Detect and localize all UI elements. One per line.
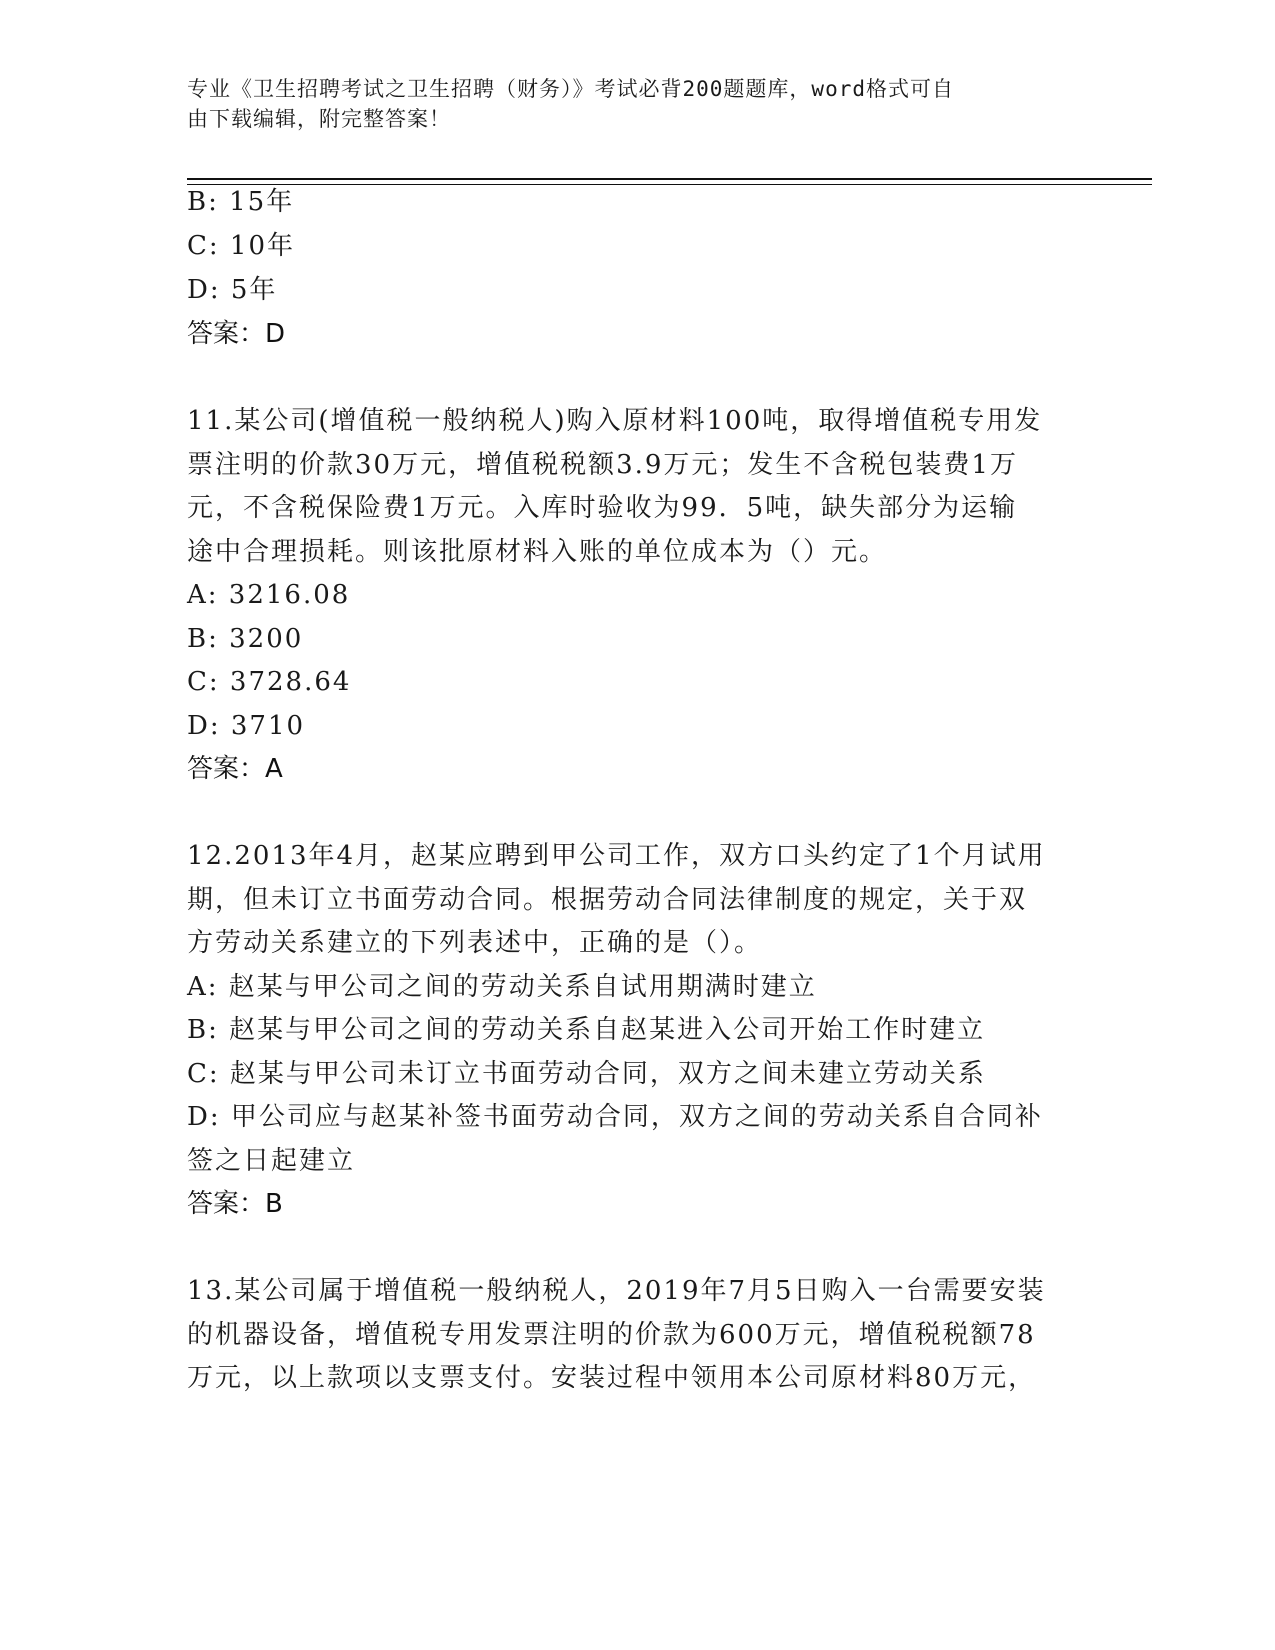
q11-option-b: B: 3200 xyxy=(187,624,304,654)
q11-stem-line: 票注明的价款30万元，增值税税额3.9万元；发生不含税包装费1万 xyxy=(187,450,1018,480)
q13-stem-line: 万元，以上款项以支票支付。安装过程中领用本公司原材料80万元， xyxy=(187,1363,1037,1393)
q10-option-b: B: 15年 xyxy=(187,187,295,217)
header-divider-thick xyxy=(187,178,1152,180)
q13-stem-line: 的机器设备，增值税专用发票注明的价款为600万元，增值税税额78 xyxy=(187,1320,1036,1350)
q11-stem-line: 途中合理损耗。则该批原材料入账的单位成本为（）元。 xyxy=(187,537,888,567)
q12-option-d-continued: 签之日起建立 xyxy=(187,1146,356,1176)
header-line-1: 专业《卫生招聘考试之卫生招聘（财务）》考试必背200题题库，word格式可自 xyxy=(187,77,954,101)
q13-stem-line: 13.某公司属于增值税一般纳税人，2019年7月5日购入一台需要安装 xyxy=(187,1276,1046,1306)
q11-option-d: D: 3710 xyxy=(187,711,306,741)
q11-option-a: A: 3216.08 xyxy=(187,580,351,610)
q10-answer: 答案：D xyxy=(187,319,286,349)
q12-option-a: A: 赵某与甲公司之间的劳动关系自试用期满时建立 xyxy=(187,972,817,1002)
q11-answer: 答案：A xyxy=(187,754,283,784)
q10-option-c: C: 10年 xyxy=(187,231,296,261)
q11-option-c: C: 3728.64 xyxy=(187,667,352,697)
q12-stem-line: 12.2013年4月，赵某应聘到甲公司工作，双方口头约定了1个月试用 xyxy=(187,841,1046,871)
q12-option-c: C: 赵某与甲公司未订立书面劳动合同，双方之间未建立劳动关系 xyxy=(187,1059,986,1089)
header-line-2: 由下载编辑，附完整答案！ xyxy=(187,107,451,131)
q12-option-d: D: 甲公司应与赵某补签书面劳动合同，双方之间的劳动关系自合同补 xyxy=(187,1102,1043,1132)
q12-stem-line: 期，但未订立书面劳动合同。根据劳动合同法律制度的规定，关于双 xyxy=(187,885,1028,915)
q10-option-d: D: 5年 xyxy=(187,275,278,305)
q11-stem-line: 11.某公司(增值税一般纳税人)购入原材料100吨，取得增值税专用发 xyxy=(187,406,1043,436)
q12-stem-line: 方劳动关系建立的下列表述中，正确的是（）。 xyxy=(187,928,763,958)
q12-option-b: B: 赵某与甲公司之间的劳动关系自赵某进入公司开始工作时建立 xyxy=(187,1015,986,1045)
document-header xyxy=(187,74,1067,134)
q11-stem-line: 元，不含税保险费1万元。入库时验收为99．5吨，缺失部分为运输 xyxy=(187,493,1018,523)
q12-answer: 答案：B xyxy=(187,1189,283,1219)
